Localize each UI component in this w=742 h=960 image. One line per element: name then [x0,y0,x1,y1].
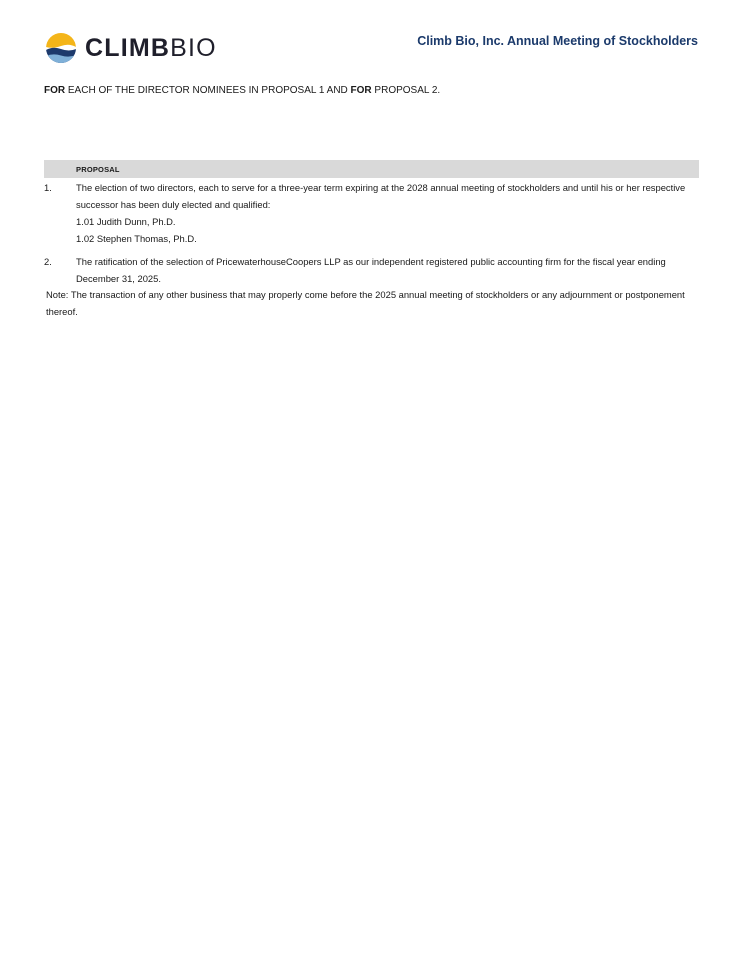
logo-bio-text: BIO [170,34,217,62]
proposal-text: The ratification of the selection of PricewaterhouseCoopers LLP as our independent registered public accounting firm for the fiscal year ending December 31, 2025. [76,256,666,284]
proposal-table-header [44,160,699,178]
document-title: Climb Bio, Inc. Annual Meeting of Stockholders [417,34,698,48]
climb-bio-logo-icon [45,32,77,64]
proposal-item-1 [44,179,699,247]
nominee-item: 1.02 Stephen Thomas, Ph.D. [76,233,197,244]
proposal-item-2 [44,253,699,287]
nominee-item: 1.01 Judith Dunn, Ph.D. [76,216,176,227]
recommendation-text-2: PROPOSAL 2. [371,85,441,96]
logo-climb-text: CLIMB [85,34,171,62]
page-header [0,0,742,80]
recommendation-for-2: FOR [350,85,372,96]
proposal-text: The election of two directors, each to serve for a three-year term expiring at the 2028 annual meeting of stockholders and until his or her respective successor has been duly elected and qualified: [76,182,686,210]
board-recommendation [44,85,440,96]
proposal-number: 2. [44,256,52,267]
climb-bio-logo [45,32,217,64]
recommendation-for-1: FOR [44,85,66,96]
proposal-column-header: PROPOSAL [76,165,120,174]
recommendation-text-1: EACH OF THE DIRECTOR NOMINEES IN PROPOSAL 1 AND [65,85,351,96]
logo-wordmark [85,33,217,63]
proposal-number: 1. [44,182,52,193]
meeting-note: Note: The transaction of any other business that may properly come before the 2025 annual meeting of stockholders or any adjournment or postponement thereof. [46,289,685,317]
